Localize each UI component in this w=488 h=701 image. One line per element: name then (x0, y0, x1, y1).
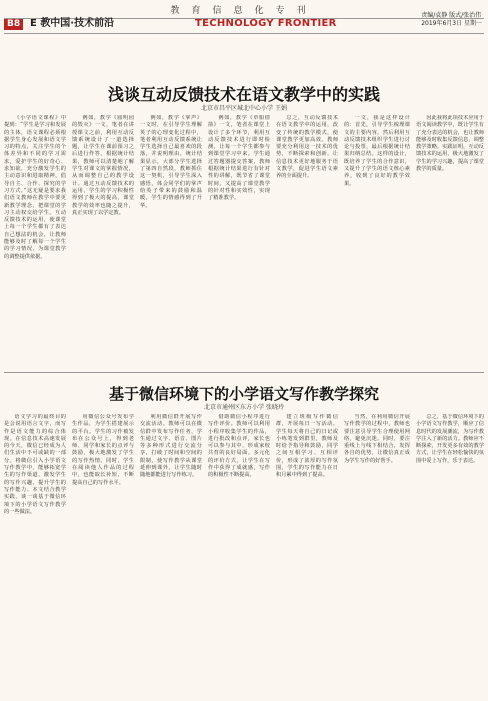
article1-column-6: 一文，我是这样设计的：首先，引导学生梳理课文的主要内容，然后利用互动反馈技术组织学生进行讨论与投票，最后根据统计结果归纳总结。这样的设计，既培养了学生的合作意识，又提升了学生的语文核心素养，收到了良好的教学效果。 (344, 115, 410, 187)
article2-headline: 基于微信环境下的小学语文写作教学探究 (108, 385, 379, 403)
edition-english: TECHNOLOGY FRONTIER (195, 18, 337, 29)
article1-byline: 北京市昌平区城北中心小学 王娟 (201, 105, 287, 112)
article2-column-5: 建立班级写作微信群，开展每日一写活动。学生每天将自己的日记或小练笔发到群里，教师及时给予指导和鼓励，同学之间互相学习、互相评价，形成了浓厚的写作氛围，学生的写作能力在日积月累中得到了提高。 (276, 414, 338, 479)
article1-column-2: 例如，教学《圆明园的毁灭》一文，笔者在讲授课文之前，利用互动反馈系统设计了一道选择题，让学生在课前预习之后进行作答，根据统计结果，教师可以清楚地了解学生对课文的掌握情况，从而调整自己的教学设计。通过互动反馈技术的运用，学生的学习积极性得到了极大的提高，课堂教学的效率也随之提升，真正实现了以学定教。 (72, 115, 134, 216)
article2-byline: 北京市通州区东方小学 张晓玲 (204, 404, 284, 411)
article2-column-4: 借助微信小程序进行写作评价。教师可以利用小程序收集学生的作品，进行批改和点评，家长也可以参与其中，形成家校共育的良好局面。多元化的评价方式，让学生在写作中获得了成就感，写作的积极性不断提高。 (208, 414, 270, 479)
section-title: 教育信息化专刊 (170, 6, 318, 16)
page-number-badge: B8 (4, 19, 23, 30)
article1-column-1: 《小学语文课程》中提到：“学生是学习和发展的主体，语文课程必须根据学生身心发展和语文学习的特点，关注学生的个体差异和不同的学习需求，爱护学生的好奇心、求知欲，充分激发学生的主动意识和进取精神，倡导自主、合作、探究的学习方式。”这无疑是要求我们语文教师在教学中要更新教学理念，把课堂的学习主动权交给学生。互动反馈技术的运用，使课堂上每一个学生都有了表达自己想法的机会，让教师能够及时了解每一个学生的学习情况，为课堂教学的调整提供依据。 (4, 115, 66, 260)
masthead (0, 0, 488, 30)
middle-divider (4, 372, 484, 373)
article2-column-1: 语文学习的最终目的是会说用语言文字，而写作是语文能力的综合体现。在信息技术高速发展的今天，微信已经成为人们生活中不可或缺的一部分。将微信引入小学语文写作教学中，能够拓宽学生的写作渠道，激发学生的写作兴趣，提升学生的写作能力。本文结合教学实践，谈一谈基于微信环境下的小学语文写作教学的一些做法。 (4, 414, 66, 515)
issue-meta (421, 12, 482, 28)
article2-column-6: 当然，在利用微信开展写作教学的过程中，教师也要注意引导学生合理使用网络，避免沉迷。同时，要注重线上与线下相结合，发挥各自的优势，让微信真正成为学生写作的好帮手。 (344, 414, 410, 464)
top-divider (4, 33, 484, 34)
article1-column-3: 例如，教学《掌声》一文时，在引导学生理解英子的心理变化过程中，笔者利用互动反馈系统让学生选择自己最喜欢的段落，并说明理由。统计结果显示，大部分学生选择了第四自然段，教师抓住这一契机，引导学生深入感悟，体会同学们的掌声给英子带来的鼓励和温暖，学生的情感得到了升华。 (140, 115, 202, 209)
article1-column-4: 例如，教学《草船借箭》一文，笔者在课堂上设计了多个环节，利用互动反馈技术进行即时检测，让每一个学生都参与到课堂学习中来。学生通过答题器提交答案，教师根据统计结果进行有针对性的讲解，既节省了课堂时间，又提高了课堂教学的针对性和实效性，实现了精准教学。 (208, 115, 270, 202)
article1-column-7: 因此我将此项技术应用于语文阅读教学中，既让学生有了充分表达的机会，也让教师能够及时收集反馈信息，调整教学策略。实践证明，互动反馈技术的运用，极大地激发了学生的学习兴趣，提高了课堂教学的质量。 (416, 115, 484, 173)
article1-headline: 浅谈互动反馈技术在语文教学中的实践 (107, 85, 380, 104)
issue-date: 2019年6月3日 星期一 (421, 20, 482, 27)
edition-name: E 教中国·技术前沿 (30, 18, 115, 29)
article2-column-2: 用微信公众号发布学生作品，为学生搭建展示的平台。学生的习作被发布在公众号上，得到老师、同学和家长的点评与鼓励，极大地激发了学生的写作热情。同时，学生在阅读他人作品的过程中，也能取长补短，不断提高自己的写作水平。 (72, 414, 134, 486)
article2-column-3: 利用微信群开展写作交流活动。教师可以在微信群中发布写作任务，学生通过文字、语音、图片等多种形式进行交流分享，打破了时间和空间的限制，使写作教学从课堂延伸到课外，让学生随时随地都能进行写作练习。 (140, 414, 202, 479)
article2-column-7: 总之，基于微信环境下的小学语文写作教学，顺应了信息时代的发展潮流，为写作教学注入了新的活力。教师应不断探索，开发更多有效的教学方式，让学生在轻松愉快的氛围中爱上写作，乐于表达。 (416, 414, 484, 464)
article1-column-5: 总之，互动反馈技术在语文教学中的运用，改变了传统的教学模式，使课堂教学更加高效。教师要充分利用这一技术的优势，不断探索和创新，让信息技术更好地服务于语文教学，促进学生语文素养的全面提升。 (276, 115, 338, 180)
editor-credit: 责编/袁静 版式/张治伟 (421, 12, 482, 19)
